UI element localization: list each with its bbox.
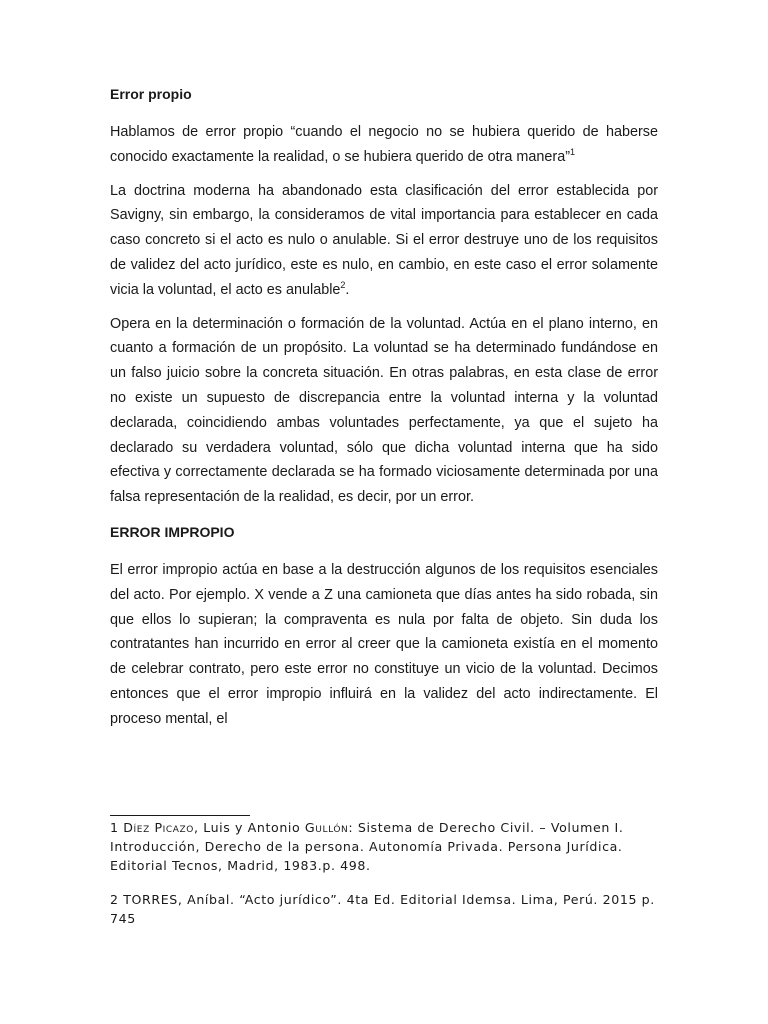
- footnote-number: 1: [110, 820, 119, 835]
- paragraph-text: La doctrina moderna ha abandonado esta clasificación del error establecida por Savigny, sin embargo, la consideramos de vital importancia para establecer en cada caso concreto si el acto es nulo o anulable. Si el error destruye uno de los requisitos de validez del acto jurídico, este es nulo, en cambio, en este caso el error solamente vicia la voluntad, el acto es anulable: [110, 182, 658, 298]
- footnote-1: [110, 818, 658, 876]
- footnote-separator: [110, 815, 250, 816]
- footnotes-area: [110, 818, 658, 942]
- footnote-2: [110, 890, 658, 928]
- section-heading-error-impropio: ERROR IMPROPIO: [110, 523, 235, 540]
- footnote-number: 2: [110, 891, 119, 907]
- footnote-text: : Sistema de Derecho Civil. – Volumen I. Introducción, Derecho de la persona. Autonomía Privada. Persona Jurídica. Editorial Tecnos, Madrid, 1983.p. 498.: [110, 820, 624, 874]
- footnote-reference-1[interactable]: 1: [570, 146, 576, 157]
- paragraph-error-propio-definition: [110, 120, 658, 170]
- footnote-author-surname: Díez Picazo: [123, 820, 194, 835]
- footnote-text: TORRES, Aníbal. “Acto jurídico”. 4ta Ed. Editorial Idemsa. Lima, Perú. 2015 p. 745: [110, 891, 655, 926]
- paragraph-text: Hablamos de error propio “cuando el negocio no se hubiera querido de haberse conocido exactamente la realidad, o se hubiera querido de otra manera”: [110, 124, 658, 165]
- footnote-author-surname: Gullón: [304, 820, 349, 835]
- paragraph-error-impropio: El error impropio actúa en base a la destrucción algunos de los requisitos esenciales del acto. Por ejemplo. X vende a Z una camioneta que días antes ha sido robada, sin que ellos lo supieran; la compraventa es nula por falta de objeto. Sin duda los contratantes han incurrido en error al creer que la camioneta existía en el momento de celebrar contrato, pero este error no constituye un vicio de la voluntad. Decimos entonces que el error impropio influirá en la validez del acto indirectamente. El proceso mental, el: [110, 561, 658, 727]
- paragraph-opera-determinacion: Opera en la determinación o formación de la voluntad. Actúa en el plano interno, en cuanto a formación de un propósito. La voluntad se ha determinado fundándose en un falso juicio sobre la concreta situación. En otras palabras, en esta clase de error no existe un supuesto de discrepancia entre la voluntad interna y la voluntad declarada, coincidiendo ambas voluntades perfectamente, ya que el sujeto ha declarado su verdadera voluntad, sólo que dicha voluntad interna que ha sido efectiva y correctamente declarada se ha formado viciosamente determinada por una falsa representación de la realidad, es decir, por un error.: [110, 315, 658, 506]
- paragraph-end: .: [345, 281, 350, 298]
- paragraph-doctrina-moderna: [110, 179, 658, 303]
- footnote-reference-2[interactable]: 2: [340, 279, 346, 290]
- section-heading-error-propio: Error propio: [110, 86, 192, 102]
- footnote-text: , Luis y Antonio: [193, 820, 305, 835]
- document-body: [110, 84, 658, 741]
